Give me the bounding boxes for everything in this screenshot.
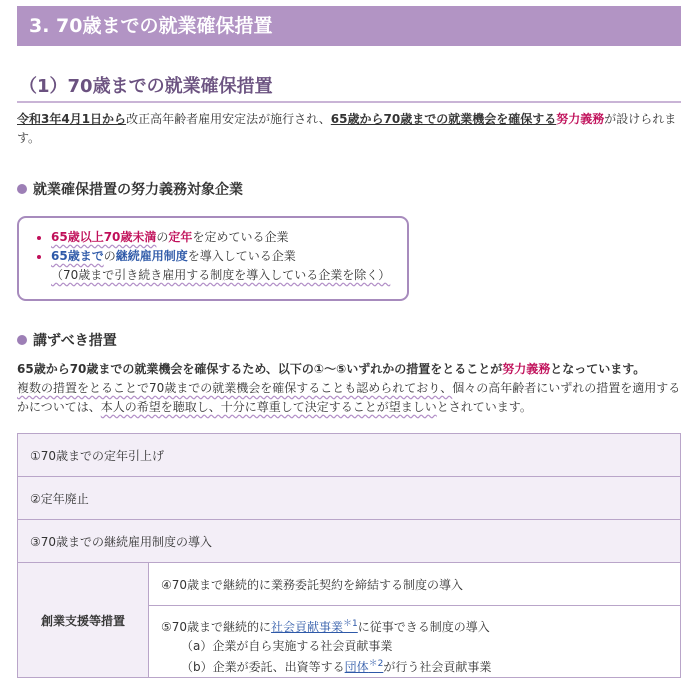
intro-obligation: 努力義務 <box>556 112 605 126</box>
table-row: ③70歳までの継続雇用制度の導入 <box>18 520 681 563</box>
social-contribution-link[interactable]: 社会貢献事業$^{*1}$ <box>271 619 358 634</box>
intro-text-1: 改正高年齢者雇用安定法が施行され、 <box>126 112 331 126</box>
option-a: （a）企業が自ら実施する社会貢献事業 <box>181 639 393 653</box>
measures-paragraph: 65歳から70歳までの就業機会を確保するため、以下の①～⑤いずれかの措置をとることが努力義務となっています。 複数の措置をとることで70歳までの就業機会を確保することも認められており、個々の高年齢者にいずれの措置を適用するかについては、本人の希望を聴取し、十分に尊重して決定することが望ましいとされています。 <box>17 362 681 414</box>
target-item-2: • 65歳までの継続雇用制度を導入している企業 <box>51 247 407 266</box>
organization-link[interactable]: 団体$^{*2}$ <box>344 659 384 674</box>
section-header: 3. 70歳までの就業確保措置 <box>17 6 681 46</box>
category-cell: 創業支援等措置 <box>18 563 149 678</box>
target-item-1: • 65歳以上70歳未満の定年を定めている企業 <box>51 228 407 247</box>
intro-text-2: 65歳から70歳までの就業機会を確保する <box>330 112 557 126</box>
intro-paragraph <box>17 110 681 148</box>
measures-table <box>17 433 681 678</box>
table-row: ①70歳までの定年引上げ <box>18 434 681 477</box>
table-row: ②定年廃止 <box>18 477 681 520</box>
bullet-dot-icon <box>17 184 27 194</box>
intro-text-3: が設けられます。 <box>17 112 677 145</box>
table-row: ④70歳まで継続的に業務委託契約を締結する制度の導入 <box>149 563 681 606</box>
subsection-divider <box>17 101 681 103</box>
target-box <box>17 216 409 301</box>
intro-date: 令和3年4月1日から <box>17 112 127 126</box>
bullet-dot-icon <box>17 335 27 345</box>
table-row: ⑤70歳まで継続的に社会貢献事業$^{*1}$に従事できる制度の導入 （a）企業が自ら実施する社会貢献事業 （b）企業が委託、出資等する団体$^{*2}$が行う社会貢献事業 <box>149 606 681 678</box>
target-note: （70歳まで引き続き雇用する制度を導入している企業を除く） <box>51 268 391 282</box>
target-heading: 就業確保措置の努力義務対象企業 <box>17 179 243 199</box>
measures-heading: 講ずべき措置 <box>17 330 117 350</box>
subsection-title: （1）70歳までの就業確保措置 <box>19 76 273 97</box>
option-b: （b）企業が委託、出資等する団体$^{*2}$が行う社会貢献事業 <box>181 659 492 674</box>
